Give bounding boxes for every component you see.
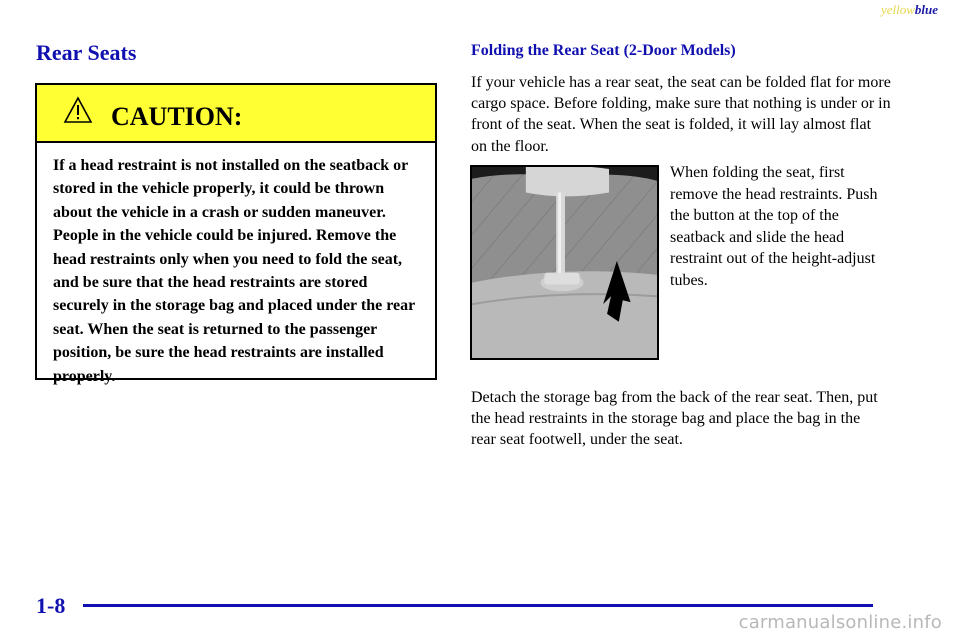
warning-triangle-icon xyxy=(63,96,93,124)
watermark-text: carmanualsonline.info xyxy=(738,612,942,633)
caution-header xyxy=(37,85,435,143)
page-number: 1-8 xyxy=(36,593,66,618)
photo-caption-paragraph: When folding the seat, first remove the head restraints. Push the button at the top of the seatback and slide the head restraint out of the height-adjust tubes. xyxy=(670,164,878,289)
caution-box xyxy=(35,83,437,385)
head-restraint-illustration xyxy=(472,167,657,358)
color-proof-tag xyxy=(881,2,938,18)
head-restraint-photo xyxy=(470,165,659,360)
caution-label: CAUTION: xyxy=(111,102,243,131)
color-tag-yellow: yellow xyxy=(880,2,915,17)
section-title: Rear Seats xyxy=(36,40,137,65)
footer-rule xyxy=(83,604,873,607)
folding-subtitle: Folding the Rear Seat (2-Door Models) xyxy=(471,42,736,59)
color-tag-blue: blue xyxy=(914,2,938,17)
folding-intro-paragraph: If your vehicle has a rear seat, the seat can be folded flat for more cargo space. Before folding, make sure that nothing is under or in front of the seat. When the seat is folded, it will lay almost flat on the floor. xyxy=(471,74,891,155)
caution-text: If a head restraint is not installed on the seatback or stored in the vehicle properly, it could be thrown about the vehicle in a crash or sudden maneuver. People in the vehicle could be injured. Remove the head restraints only when you need to fold the seat, and be sure that the head restraints are stored securely in the storage bag and placed under the rear seat. When the seat is returned to the passenger position, be sure the head restraints are installed properly. xyxy=(53,157,415,385)
storage-bag-paragraph: Detach the storage bag from the back of the rear seat. Then, put the head restraints in the storage bag and place the bag in the rear seat footwell, under the seat. xyxy=(471,389,878,449)
